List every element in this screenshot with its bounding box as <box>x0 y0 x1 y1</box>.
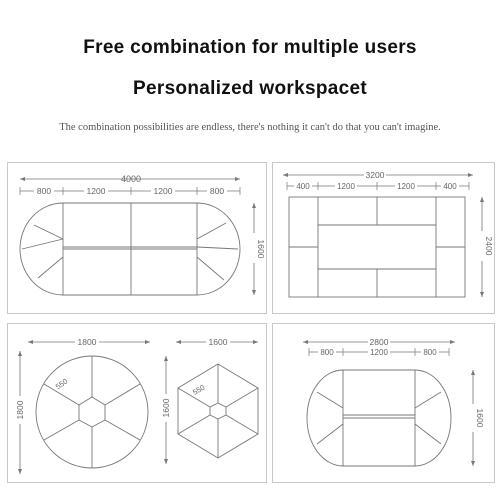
headline-title: Free combination for multiple users <box>83 37 417 58</box>
rectangle-seg-1: 400 <box>296 182 310 191</box>
rectangle-seg-2: 1200 <box>337 182 355 191</box>
circle-height-label: 1800 <box>15 400 25 420</box>
oval-large-total-label: 4000 <box>120 174 142 184</box>
oval-small-seg-2: 1200 <box>370 348 388 357</box>
oval-large-seg-4: 800 <box>209 186 225 196</box>
hex-table-shape <box>178 364 258 458</box>
panel-oval-large <box>7 162 267 314</box>
rectangle-seg-3: 1200 <box>397 182 415 191</box>
tagline: The combination possibilities are endless, there's nothing it can't do that you can't imagine. <box>59 122 441 133</box>
panel-round-hex <box>7 323 267 483</box>
oval-small-diagram <box>273 324 494 482</box>
oval-small-seg-1: 800 <box>320 348 334 357</box>
circle-width-label: 1800 <box>77 337 97 347</box>
oval-small-total-label: 2800 <box>369 337 389 347</box>
oval-large-height-label: 1600 <box>256 239 266 259</box>
rectangle-diagram <box>273 163 494 313</box>
rectangle-seg-4: 400 <box>443 182 457 191</box>
hex-height-label: 1600 <box>161 398 171 418</box>
rectangle-total-label: 3200 <box>365 170 385 180</box>
panel-oval-small <box>272 323 495 483</box>
oval-small-height-label: 1600 <box>475 408 485 428</box>
oval-large-table-shape <box>20 203 240 295</box>
circle-inner-label: 550 <box>53 376 70 392</box>
oval-small-seg-3: 800 <box>423 348 437 357</box>
oval-small-table-shape <box>307 370 451 466</box>
hex-inner-label: 550 <box>191 382 207 397</box>
hex-width-label: 1600 <box>208 337 228 347</box>
rectangle-height-label: 2400 <box>484 236 494 256</box>
circle-table-shape <box>36 356 148 468</box>
oval-large-seg-2: 1200 <box>86 186 106 196</box>
rectangle-table-shape <box>289 197 465 297</box>
round-hex-diagram <box>8 324 266 482</box>
panel-rectangle <box>272 162 495 314</box>
oval-large-seg-1: 800 <box>36 186 52 196</box>
headline-subtitle: Personalized workspacet <box>133 78 367 99</box>
oval-large-diagram <box>8 163 266 313</box>
oval-large-seg-3: 1200 <box>153 186 173 196</box>
